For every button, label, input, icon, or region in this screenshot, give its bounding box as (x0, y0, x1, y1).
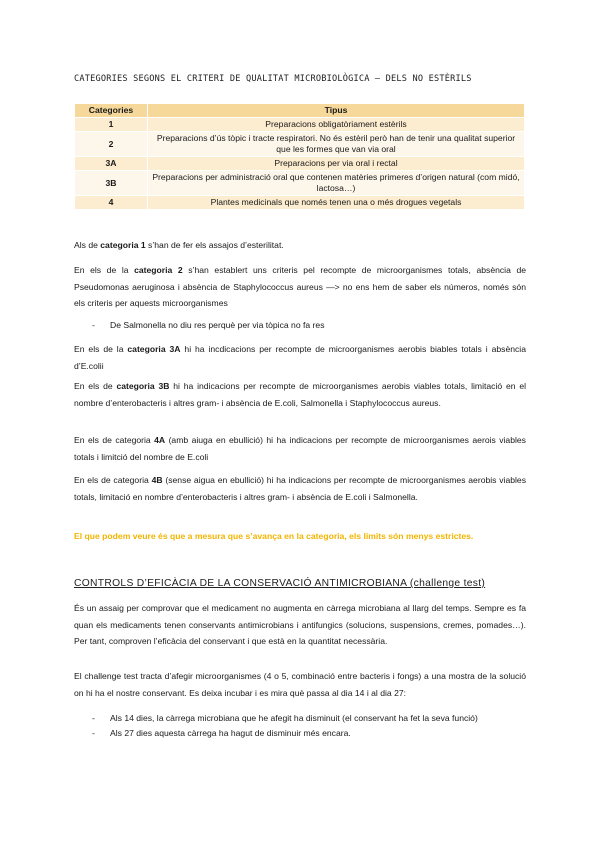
section-heading-challenge-test: CONTROLS D’EFICÀCIA DE LA CONSERVACIÓ ANTIMICROBIANA (challenge test) (74, 578, 486, 589)
table-cell-category: 4 (75, 196, 148, 210)
table-cell-category: 3B (75, 171, 148, 196)
bullet-marker: - (92, 728, 95, 738)
table-row (75, 171, 525, 196)
categories-table (74, 103, 525, 210)
table-header-cell: Tipus (148, 104, 525, 118)
table-cell-type: Preparacions d’ús tòpic i tracte respiratori. No és estèril però han de tenir una qualitat superior que les formes que van via oral (148, 132, 525, 157)
table-cell-type: Preparacions obligatòriament estèrils (148, 118, 525, 132)
text: En els de categoria (74, 475, 152, 485)
text: En els de la (74, 344, 128, 354)
paragraph-category-3b (74, 378, 526, 411)
list-item-text: Als 27 dies aquesta càrrega ha hagut de disminuir més encara. (110, 728, 351, 738)
bullet-marker: - (92, 320, 95, 330)
text: Als de (74, 240, 101, 250)
bold-text: categoria 1 (100, 240, 146, 250)
table-header-row (75, 104, 525, 118)
bold-text: 4A (154, 435, 166, 445)
text: s’han establert uns criteris pel recompte de microorganismes totals, absència de Pseudomonas aeruginosa i absència de Staphylococcus aureus —> no ens hem de saber els números, només són els criteris per aquests microorganismes (74, 265, 527, 308)
paragraph-category-3a (74, 341, 526, 374)
table-cell-type: Preparacions per via oral i rectal (148, 157, 525, 171)
text: En els de la (74, 265, 135, 275)
paragraph-category-4b (74, 472, 526, 505)
bold-text: categoria 3A (127, 344, 181, 354)
section-heading-categories: CATEGORIES SEGONS EL CRITERI DE QUALITAT MICROBIOLÒGICA – DELS NO ESTÈRILS (74, 74, 472, 84)
table-row (75, 132, 525, 157)
list-item-text: De Salmonella no diu res perquè per via tòpica no fa res (110, 320, 325, 330)
paragraph-category-1 (74, 237, 526, 254)
paragraph-category-2 (74, 262, 526, 312)
text: hi ha indicacions per recompte de microorganismes aerobis viables totals, limitació en el nombre d’enterobacteris i altres gram- i absència de E.coli, Salmonella i Staphylococcus aureus. (74, 381, 527, 408)
table-header-cell: Categories (75, 104, 148, 118)
table-row (75, 157, 525, 171)
text: En els de (74, 381, 117, 391)
list-item (92, 711, 526, 725)
table-cell-category: 2 (75, 132, 148, 157)
paragraph-category-4a (74, 432, 526, 465)
bullet-marker: - (92, 713, 95, 723)
table-row (75, 118, 525, 132)
bold-text: 4B (151, 475, 163, 485)
text: hi ha incdicacions per recompte de microorganismes aerobis biables totals i absència d’E.colii (74, 344, 526, 371)
table-cell-type: Plantes medicinals que només tenen una o més drogues vegetals (148, 196, 525, 210)
list-item (92, 318, 526, 332)
text: En els de categoria (74, 435, 155, 445)
table-cell-category: 1 (75, 118, 148, 132)
list-item (92, 726, 526, 740)
bold-text: categoria 3B (116, 381, 170, 391)
list-item-text: Als 14 dies, la càrrega microbiana que he afegit ha disminuit (el conservant ha fet la seva funció) (110, 713, 478, 723)
bold-text: categoria 2 (134, 265, 183, 275)
table-cell-category: 3A (75, 157, 148, 171)
paragraph-challenge-method: El challenge test tracta d’afegir microorganismes (4 o 5, combinació entre bacteris i fongs) a una mostra de la solució on hi ha el nostre conservant. Es deixa incubar i es mira què passa al dia 14 i al dia 27: (74, 671, 526, 698)
table-cell-type: Preparacions per administració oral que contenen matèries primeres d’origen natural (com midó, lactosa…) (148, 171, 525, 196)
text: (amb aiuga en ebullició) hi ha indicacions per recompte de microorganismes aerois viables totals i limitció del nombre de E.coli (74, 435, 526, 462)
highlighted-conclusion: El que podem veure és que a mesura que s’avança en la categoria, els límits són menys estrictes. (74, 531, 474, 541)
text: (sense aigua en ebullició) hi ha indicacions per recompte de microorganismes aerobis viables totals, limitació en nombre d’enterobacteris i altres gram- i absència de E.coli i Salmonella. (74, 475, 526, 502)
table-row (75, 196, 525, 210)
text: s’han de fer els assajos d’esterilitat. (145, 240, 284, 250)
paragraph-challenge-intro: És un assaig per comprovar que el medicament no augmenta en càrrega microbiana al llarg del temps. Sempre es fa quan els medicaments tenen conservants antimicrobians i antifungics (solucions, suspensions, cremes, pomades…). Per tant, comproven l’eficàcia del conservant i que està en la quantitat necessària. (74, 603, 526, 646)
